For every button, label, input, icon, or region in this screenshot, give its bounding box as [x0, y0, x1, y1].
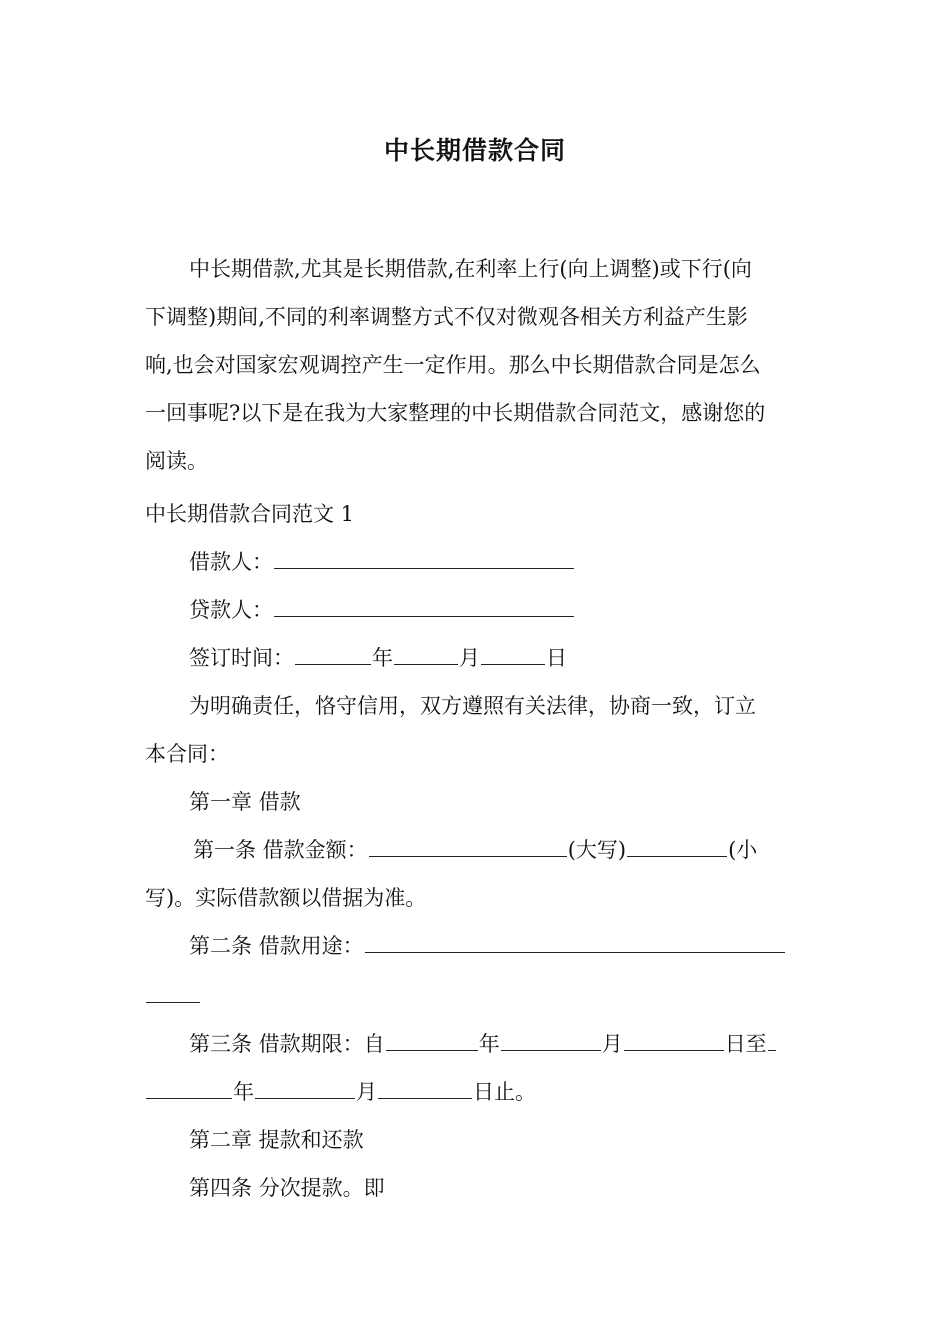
signing-month-blank[interactable] [394, 663, 458, 665]
sample-heading: 中长期借款合同范文 1 [145, 502, 355, 526]
purpose-blank[interactable] [365, 951, 785, 953]
document-title: 中长期借款合同 [383, 136, 566, 165]
borrower-blank[interactable] [274, 567, 574, 569]
intro-line-5: 阅读。 [145, 449, 208, 473]
article-3-line-2 [145, 1068, 810, 1116]
intro-line-3: 响,也会对国家宏观调控产生一定作用。那么中长期借款合同是怎么 [145, 353, 761, 377]
preamble-line-2: 本合同： [145, 742, 229, 766]
term-end-month-blank[interactable] [255, 1097, 355, 1099]
chapter-2-heading: 第二章 提款和还款 [189, 1128, 364, 1152]
signing-date-line [145, 634, 810, 682]
lender-blank[interactable] [274, 615, 574, 617]
article-1-line-1 [145, 826, 810, 874]
amount-upper-blank[interactable] [369, 855, 567, 857]
signing-year-label: 年 [372, 646, 393, 670]
term-start-month-label: 月 [601, 1032, 623, 1056]
amount-lower-label: (小 [728, 838, 758, 862]
term-start-year-blank[interactable] [386, 1049, 478, 1051]
article-1-line-2: 写)。实际借款额以借据为准。 [145, 886, 427, 910]
article-1-label: 第一条 借款金额： [193, 838, 368, 862]
article-2-line-2 [145, 972, 810, 1020]
amount-upper-label: (大写) [567, 838, 627, 862]
amount-lower-blank[interactable] [627, 855, 727, 857]
preamble-line-1: 为明确责任，恪守信用，双方遵照有关法律，协商一致，订立 [189, 694, 756, 718]
borrower-line [145, 538, 810, 586]
signing-year-blank[interactable] [295, 663, 371, 665]
signing-month-label: 月 [459, 646, 480, 670]
lender-line [145, 586, 810, 634]
term-start-month-blank[interactable] [501, 1049, 601, 1051]
intro-line-2: 下调整)期间,不同的利率调整方式不仅对微观各相关方利益产生影 [145, 305, 748, 329]
lender-label: 贷款人： [189, 598, 273, 622]
borrower-label: 借款人： [189, 550, 273, 574]
article-3-line-1 [145, 1020, 810, 1068]
signing-day-label: 日 [546, 646, 567, 670]
term-start-year-label: 年 [478, 1032, 500, 1056]
term-start-day-label: 日至 [724, 1032, 767, 1056]
term-start-day-blank[interactable] [624, 1049, 724, 1051]
intro-line-4: 一回事呢?以下是在我为大家整理的中长期借款合同范文，感谢您的 [145, 401, 766, 425]
article-2-line-1 [145, 922, 810, 970]
term-end-blank-start[interactable] [768, 1049, 776, 1051]
term-end-year-label: 年 [233, 1080, 254, 1104]
chapter-1-heading: 第一章 借款 [189, 790, 301, 814]
article-3-label: 第三条 借款期限：自 [189, 1032, 385, 1056]
purpose-blank-cont[interactable] [146, 1001, 200, 1003]
article-2-label: 第二条 借款用途： [189, 934, 364, 958]
term-end-month-label: 月 [356, 1080, 377, 1104]
term-end-day-label: 日止。 [473, 1080, 536, 1104]
signing-day-blank[interactable] [481, 663, 545, 665]
article-4-line-1: 第四条 分次提款。即 [189, 1176, 385, 1200]
term-end-year-blank[interactable] [146, 1097, 232, 1099]
signing-label: 签订时间： [189, 646, 294, 670]
intro-line-1: 中长期借款,尤其是长期借款,在利率上行(向上调整)或下行(向 [189, 257, 752, 281]
term-end-day-blank[interactable] [378, 1097, 472, 1099]
